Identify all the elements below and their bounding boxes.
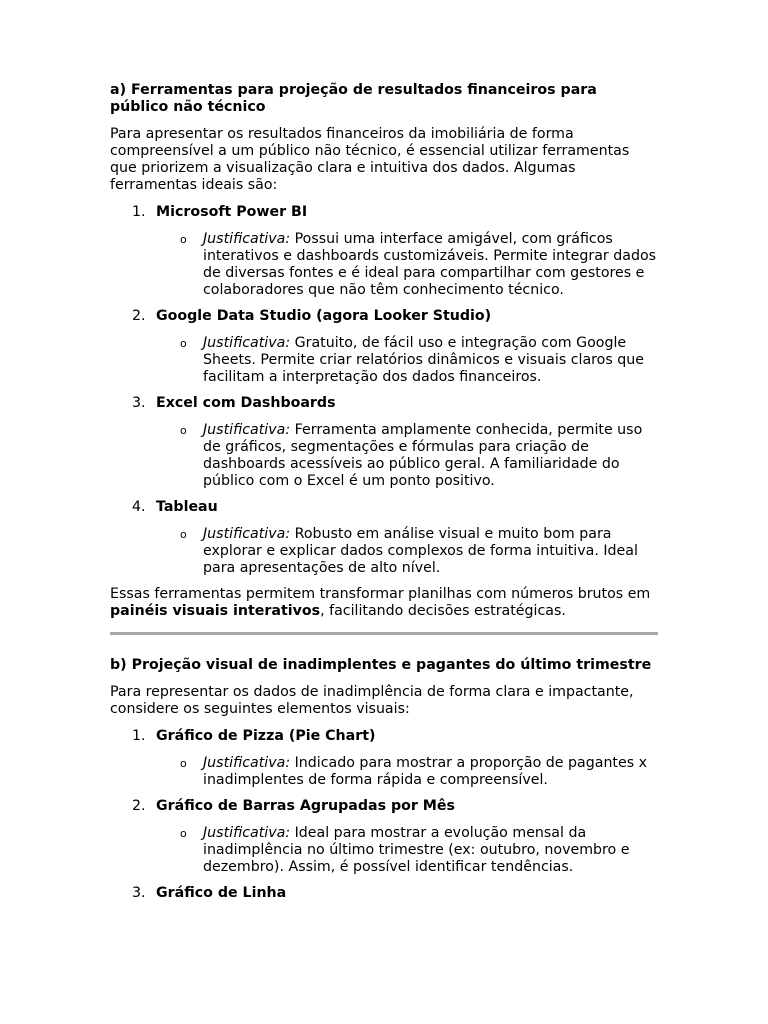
- section-b-chart-list: [110, 728, 658, 902]
- justification-text: Ideal para mostrar a evolução mensal da inadimplência no último trimestre (ex: outubro, novembro e dezembro). Assim, é possível identificar tendências.: [203, 825, 630, 875]
- item-title: Excel com Dashboards: [156, 395, 336, 411]
- justification-text: Possui uma interface amigável, com gráficos interativos e dashboards customizáveis. Permite integrar dados de diversas fontes e é ideal para compartilhar com gestores e colaboradores que não têm conhecimento técnico.: [203, 231, 657, 298]
- circle-bullet-icon: o: [180, 827, 187, 840]
- item-title: Google Data Studio (agora Looker Studio): [156, 308, 492, 324]
- justification-label: Justificativa:: [203, 231, 291, 247]
- list-item: [110, 204, 658, 299]
- list-item: [110, 395, 658, 490]
- closing-text-start: Essas ferramentas permitem transformar planilhas com números brutos em: [110, 586, 651, 602]
- list-item: [110, 798, 658, 876]
- section-a-heading: a) Ferramentas para projeção de resultados financeiros para público não técnico: [110, 82, 597, 115]
- circle-bullet-icon: o: [180, 337, 187, 350]
- justification: [156, 825, 658, 876]
- justification-label: Justificativa:: [203, 335, 291, 351]
- section-a-intro: Para apresentar os resultados financeiros da imobiliária de forma compreensível a um público não técnico, é essencial utilizar ferramentas que priorizem a visualização clara e intuitiva dos dados. Algumas ferramentas ideais são:: [110, 126, 630, 193]
- item-title: Tableau: [156, 499, 218, 515]
- justification-label: Justificativa:: [203, 825, 291, 841]
- section-a-closing: [110, 586, 658, 620]
- section-b-heading: b) Projeção visual de inadimplentes e pagantes do último trimestre: [110, 657, 652, 673]
- item-number: 1.: [132, 204, 146, 220]
- item-number: 2.: [132, 308, 146, 324]
- justification: [156, 755, 658, 789]
- circle-bullet-icon: o: [180, 757, 187, 770]
- circle-bullet-icon: o: [180, 424, 187, 437]
- justification: [156, 422, 658, 490]
- list-item: [110, 885, 658, 902]
- justification: [156, 231, 658, 299]
- item-title: Gráfico de Pizza (Pie Chart): [156, 728, 376, 744]
- circle-bullet-icon: o: [180, 528, 187, 541]
- justification-text: Ferramenta amplamente conhecida, permite uso de gráficos, segmentações e fórmulas para criação de dashboards acessíveis ao público geral. A familiaridade do público com o Excel é um ponto positivo.: [203, 422, 643, 489]
- justification-label: Justificativa:: [203, 755, 291, 771]
- item-number: 1.: [132, 728, 146, 744]
- item-number: 4.: [132, 499, 146, 515]
- item-number: 3.: [132, 885, 146, 901]
- item-title: Microsoft Power BI: [156, 204, 308, 220]
- item-number: 3.: [132, 395, 146, 411]
- item-title: Gráfico de Linha: [156, 885, 287, 901]
- section-b-intro: Para representar os dados de inadimplência de forma clara e impactante, considere os seguintes elementos visuais:: [110, 684, 634, 717]
- section-a-tool-list: [110, 204, 658, 577]
- list-item: [110, 308, 658, 386]
- justification-label: Justificativa:: [203, 526, 291, 542]
- justification: [156, 335, 658, 386]
- justification-text: Robusto em análise visual e muito bom para explorar e explicar dados complexos de forma intuitiva. Ideal para apresentações de alto nível.: [203, 526, 638, 576]
- justification-text: Indicado para mostrar a proporção de pagantes x inadimplentes de forma rápida e compreensível.: [203, 755, 648, 788]
- list-item: [110, 728, 658, 789]
- item-title: Gráfico de Barras Agrupadas por Mês: [156, 798, 455, 814]
- list-item: [110, 499, 658, 577]
- closing-text-end: , facilitando decisões estratégicas.: [320, 603, 566, 619]
- circle-bullet-icon: o: [180, 233, 187, 246]
- justification: [156, 526, 658, 577]
- justification-label: Justificativa:: [203, 422, 291, 438]
- closing-text-bold: painéis visuais interativos: [110, 603, 321, 619]
- item-number: 2.: [132, 798, 146, 814]
- horizontal-divider: [110, 632, 658, 635]
- justification-text: Gratuito, de fácil uso e integração com Google Sheets. Permite criar relatórios dinâmicos e visuais claros que facilitam a interpretação dos dados financeiros.: [203, 335, 644, 385]
- document-body: [110, 82, 658, 911]
